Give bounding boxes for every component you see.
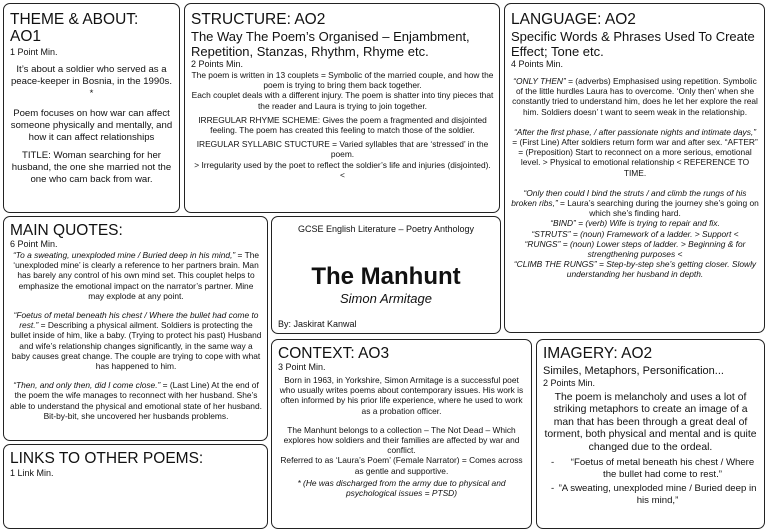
bullet-dash: - <box>551 483 555 495</box>
language-after-analysis: = (First Line) After soldiers return form war and after sex. “AFTER” = (Preposition) Start to reconnect on a more serious, emotional level. > Physical to emotional relationship < REFERENCE TO TIME. <box>512 137 758 178</box>
context-bio-text: Born in 1963, in Yorkshire, Simon Armitage is a successful poet who usually writes poems about contemporary issues. His work is often informed by his prior life experience, where he used to work as a probation officer. <box>279 375 524 416</box>
language-subheading: Specific Words & Phrases Used To Create Effect; Tone etc. <box>511 29 755 59</box>
quotes-box <box>3 216 268 441</box>
language-box <box>504 3 765 333</box>
imagery-description: The poem is melancholy and uses a lot of striking metaphors to create an image of a man that has been through a great deal of torment, both physical and mental and is quite changed due to the ordeal. <box>544 392 757 453</box>
language-only-then-analysis: = (adverbs) Emphasised using repetition. Symbolic of the little hurdles Laura has to overcome. ‘Only then’ when she constantly tried to understand him, does he let her explore the real him. Soldiers doesn’ t want to seem weak in the relationship. <box>512 76 758 117</box>
language-only-then-note <box>511 76 759 117</box>
author-byline: By: Jaskirat Kanwal <box>278 319 357 329</box>
quotes-foetus-quote: “Foetus of metal beneath his chest / Where the bullet had come to rest.” <box>13 310 259 331</box>
theme-box <box>3 3 180 213</box>
structure-subheading: The Way The Poem’s Organised – Enjambment, Repetition, Stanzas, Rhythm, Rhyme etc. <box>191 29 470 59</box>
title-card <box>271 216 501 334</box>
links-box <box>3 444 268 529</box>
language-after-quote: “After the first phase, / after passionate nights and intimate days,” <box>513 126 757 137</box>
context-box <box>271 339 532 529</box>
language-bind-note <box>511 188 759 219</box>
links-heading: LINKS TO OTHER POEMS: <box>10 450 204 467</box>
language-rungs-noun: “RUNGS” = (noun) Lower steps of ladder. > Beginning & for strengthening purposes < <box>524 238 746 260</box>
language-bind-quote: “Only then could I bind the struts / and climb the rungs of his broken ribs,” <box>511 187 747 209</box>
context-narrator-text: Referred to as ‘Laura’s Poem’ (Female Narrator) = Comes across as gentle and supportive. <box>280 455 523 476</box>
language-after-note <box>511 127 759 178</box>
language-struts-noun: “STRUTS” = (noun) Framework of a ladder. > Support < <box>531 228 739 239</box>
quotes-heading: MAIN QUOTES: <box>10 222 123 239</box>
poem-author: Simon Armitage <box>340 291 432 306</box>
imagery-example-1 <box>543 457 758 480</box>
structure-irregularity-text: > Irregularity used by the poet to reflect the soldier’s life and injuries (disjointed). < <box>194 159 491 180</box>
structure-syllabic-text: IREGULAR SYLLABIC STUCTURE = Varied syllables that are ‘stressed’ in the poem. <box>196 139 489 160</box>
context-points: 3 Point Min. <box>278 362 326 372</box>
imagery-subheading: Similes, Metaphors, Personification... <box>543 365 724 377</box>
theme-about-text: It’s about a soldier who served as a peace-keeper in Bosnia, in the 1990s. * <box>10 64 173 99</box>
imagery-example-2 <box>543 483 758 506</box>
quotes-close-quote: “Then, and only then, did I come close.” <box>13 380 161 391</box>
course-label: GCSE English Literature – Poetry Anthology <box>297 224 475 234</box>
theme-focus-text: Poem focuses on how war can affect someone physically and mentally, and how it can affect relationships <box>10 108 173 143</box>
theme-points: 1 Point Min. <box>10 47 58 57</box>
context-heading: CONTEXT: AO3 <box>278 345 390 362</box>
quotes-close-analysis: = (Last Line) At the end of the poem the wife manages to reconnect with her husband. She’s able to understand the physical and emotional state of her husband. Bit-by-bit, she uncovered her husbands problems. <box>10 380 262 421</box>
structure-box <box>184 3 500 213</box>
imagery-points: 2 Points Min. <box>543 378 596 388</box>
context-discharge-note: * (He was discharged from the army due to physical and psychological issues = PTSD) <box>297 477 506 499</box>
structure-heading: STRUCTURE: AO2 <box>191 11 326 28</box>
bullet-dash: - <box>551 457 555 469</box>
theme-heading: THEME & ABOUT: AO1 <box>10 11 139 45</box>
quotes-close-note <box>10 380 262 421</box>
language-points: 4 Points Min. <box>511 59 564 69</box>
quotes-points: 6 Point Min. <box>10 239 58 249</box>
language-bind-verb: “BIND” = (verb) Wife is trying to repair and fix. <box>550 218 720 229</box>
quotes-foetus-note <box>10 310 262 371</box>
imagery-heading: IMAGERY: AO2 <box>543 345 653 362</box>
structure-couplets-text: The poem is written in 13 couplets = Symbolic of the married couple, and how the poem is trying to bring them back together. <box>191 70 494 91</box>
language-heading: LANGUAGE: AO2 <box>511 11 636 28</box>
structure-rhyme-text: IRREGULAR RHYME SCHEME: Gives the poem a fragmented and disjointed feeling. The poem has created this feeling to match those of the soldier. <box>198 114 487 136</box>
imagery-example-2-text: ”A sweating, unexploded mine / Buried deep in his mind,” <box>558 483 757 506</box>
structure-points: 2 Points Min. <box>191 59 244 69</box>
imagery-example-1-text: “Foetus of metal beneath his chest / Where the bullet had come to rest.” <box>570 457 755 480</box>
structure-injury-text: Each couplet deals with a different injury. The poem is shatter into tiny pieces that the reader and Laura is trying to join together. <box>191 90 494 111</box>
language-bind-analysis: = Laura’s searching during the journey she’s going on which she’s finding hard. <box>557 198 759 219</box>
quotes-mine-note <box>10 250 262 301</box>
language-only-then-quote: “ONLY THEN” <box>513 76 566 86</box>
poem-title: The Manhunt <box>311 263 461 290</box>
quotes-mine-analysis: = The ‘unexploded mine’ is clearly a reference to her partners brain. Man has barely any control of his own mind set. This couplet helps to emphasize the emotional impact on the narrator’s partner. Mine may explode at any point. <box>13 250 260 301</box>
language-climb-note: “CLIMB THE RUNGS” = Step-by-step she’s getting closer. Slowly understanding her husband in depth. <box>513 259 757 280</box>
imagery-box <box>536 339 765 529</box>
context-collection-text: The Manhunt belongs to a collection – The Not Dead – Which explores how soldiers and their families are affected by war and conflict. <box>283 424 520 456</box>
theme-title-text: TITLE: Woman searching for her husband, the one she married not the one who cam back from war. <box>11 150 172 185</box>
quotes-mine-quote: “To a sweating, unexploded mine / Buried deep in his mind,” <box>12 250 236 260</box>
quotes-foetus-analysis: = Describing a physical ailment. Soldiers is protecting the bullet inside of him, like a baby. (Trying to protect his past) Husband and wife’s relationship changes significantly, in the same way a baby causes great change. The couple are trying to cope with what has happened to him. <box>10 320 262 372</box>
links-points: 1 Link Min. <box>10 468 54 478</box>
